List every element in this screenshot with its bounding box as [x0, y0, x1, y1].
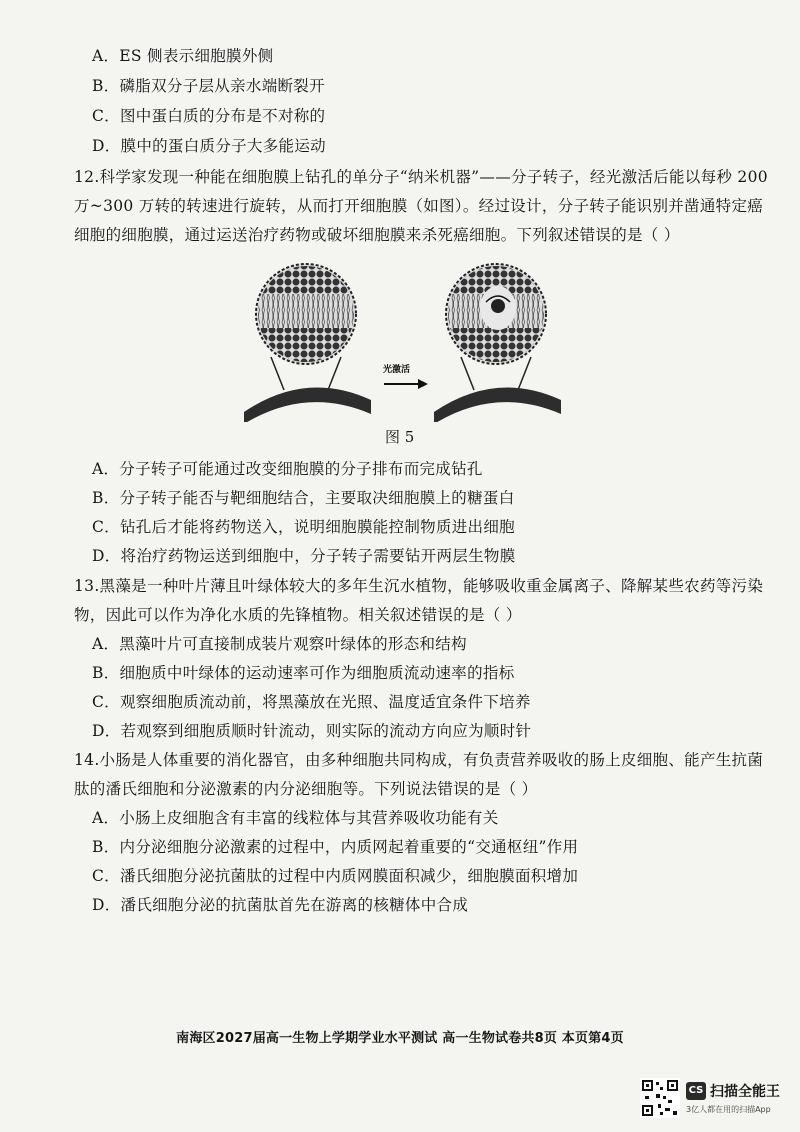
q14-stem-line-1: 14.小肠是人体重要的消化器官，由多种细胞共同构成，有负责营养吸收的肠上皮细胞、能产生抗菌	[74, 751, 764, 769]
q13-option-c: C．观察细胞质流动前，将黑藻放在光照、温度适宜条件下培养	[92, 693, 531, 711]
scanner-tagline: 3亿人都在用的扫描App	[686, 1105, 771, 1114]
q12-option-c: C．钻孔后才能将药物送入，说明细胞膜能控制物质进出细胞	[92, 518, 515, 536]
q14-option-a: A．小肠上皮细胞含有丰富的线粒体与其营养吸收功能有关	[92, 809, 499, 827]
q14-option-b: B．内分泌细胞分泌激素的过程中，内质网起着重要的“交通枢纽”作用	[92, 838, 579, 856]
q12-option-d: D．将治疗药物运送到细胞中，分子转子需要钻开两层生物膜	[92, 547, 516, 565]
figure-caption: 图 5	[385, 428, 415, 446]
scanner-name: 扫描全能王	[710, 1084, 780, 1100]
qr-code-icon	[640, 1078, 680, 1118]
q13-stem-line-2: 物，因此可以作为净化水质的先锋植物。相关叙述错误的是（ ）	[74, 606, 522, 624]
q12-option-a: A．分子转子可能通过改变细胞膜的分子排布而完成钻孔	[92, 460, 483, 478]
q11-option-d: D．膜中的蛋白质分子大多能运动	[92, 137, 326, 155]
after-zoom-circle	[446, 264, 546, 390]
membrane-figure	[236, 262, 566, 422]
q11-option-c: C．图中蛋白质的分布是不对称的	[92, 107, 326, 125]
before-membrane-slab	[244, 388, 371, 423]
q13-option-a: A．黑藻叶片可直接制成装片观察叶绿体的形态和结构	[92, 635, 467, 653]
camscanner-logo: CS	[686, 1082, 706, 1100]
q11-option-b: B．磷脂双分子层从亲水端断裂开	[92, 77, 325, 95]
scanner-watermark	[640, 1078, 790, 1122]
q14-stem-line-2: 肽的潘氏细胞和分泌激素的内分泌细胞等。下列说法错误的是（ ）	[74, 780, 538, 798]
q14-option-c: C．潘氏细胞分泌抗菌肽的过程中内质网膜面积减少，细胞膜面积增加	[92, 867, 579, 885]
q13-stem-line-1: 13.黑藻是一种叶片薄且叶绿体较大的多年生沉水植物，能够吸收重金属离子、降解某些农药等污染	[74, 577, 764, 595]
q11-option-a: A．ES 侧表示细胞膜外侧	[92, 47, 274, 65]
q13-option-b: B．细胞质中叶绿体的运动速率可作为细胞质流动速率的指标	[92, 664, 515, 682]
q14-option-d: D．潘氏细胞分泌的抗菌肽首先在游离的核糖体中合成	[92, 896, 469, 914]
light-activation-arrow	[384, 379, 428, 389]
q12-option-b: B．分子转子能否与靶细胞结合，主要取决细胞膜上的糖蛋白	[92, 489, 515, 507]
q12-stem-line-2: 万~300 万转的转速进行旋转，从而打开细胞膜（如图）。经过设计，分子转子能识别并凿通特定癌	[74, 197, 764, 215]
after-membrane-slab	[434, 388, 561, 423]
q12-stem-line-1: 12.科学家发现一种能在细胞膜上钻孔的单分子“纳米机器”——分子转子，经光激活后能以每秒 200	[74, 168, 768, 186]
before-zoom-circle	[256, 264, 356, 390]
q12-stem-line-3: 细胞的细胞膜，通过运送治疗药物或破坏细胞膜来杀死癌细胞。下列叙述错误的是（ ）	[74, 226, 680, 244]
page-footer: 南海区2027届高一生物上学期学业水平测试 高一生物试卷共8页 本页第4页	[176, 1031, 624, 1046]
figure-arrow-label: 光激活	[383, 365, 411, 375]
q13-option-d: D．若观察到细胞质顺时针流动，则实际的流动方向应为顺时针	[92, 722, 532, 740]
